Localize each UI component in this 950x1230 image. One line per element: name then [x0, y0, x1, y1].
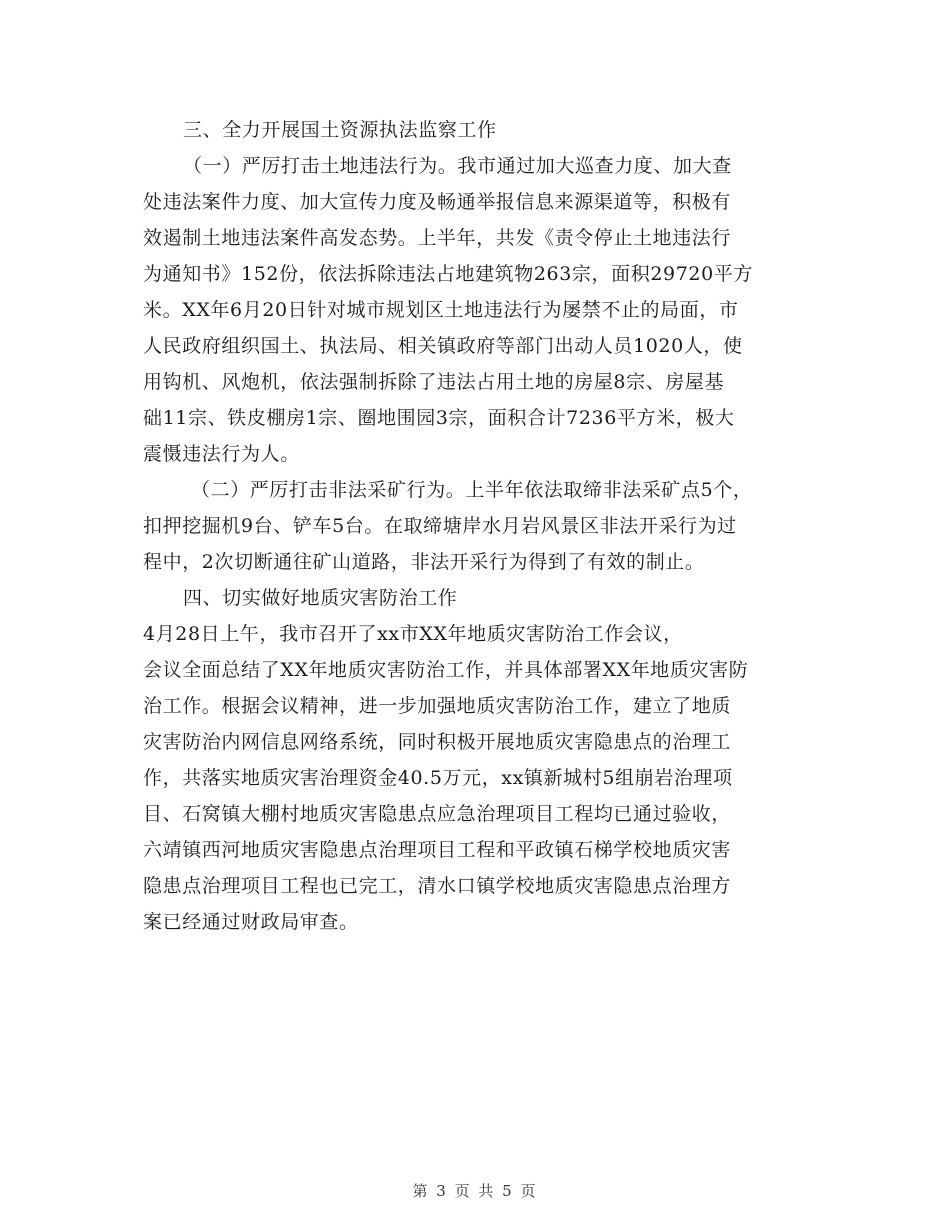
- paragraph-line: 4月28日上午，我市召开了xx市XX年地质灾害防治工作会议，: [143, 623, 683, 645]
- paragraph-line: 目、石窝镇大棚村地质灾害隐患点应急治理项目工程均已通过验收，: [143, 803, 732, 825]
- paragraph-line: 案已经通过财政局审查。: [143, 911, 359, 933]
- paragraph-line: 础11宗、铁皮棚房1宗、圈地围园3宗，面积合计7236平方米，极大: [143, 407, 735, 429]
- paragraph-line: 灾害防治内网信息网络系统，同时积极开展地质灾害隐患点的治理工: [143, 731, 732, 753]
- paragraph-line: 扣押挖掘机9台、铲车5台。在取缔塘岸水月岩风景区非法开采行为过: [143, 515, 737, 537]
- section-heading-4: 四、切实做好地质灾害防治工作: [183, 587, 458, 609]
- paragraph-line: 程中，2次切断通往矿山道路，非法开采行为得到了有效的制止。: [143, 551, 705, 573]
- paragraph-line: 处违法案件力度、加大宣传力度及畅通举报信息来源渠道等，积极有: [143, 191, 732, 213]
- paragraph-line: 人民政府组织国土、执法局、相关镇政府等部门出动人员1020人，使: [143, 335, 743, 357]
- paragraph-line: 米。XX年6月20日针对城市规划区土地违法行为屡禁不止的局面，市: [143, 299, 739, 321]
- paragraph-line: 治工作。根据会议精神，进一步加强地质灾害防治工作，建立了地质: [143, 695, 732, 717]
- paragraph-line: 效遏制土地违法案件高发态势。上半年，共发《责令停止土地违法行: [143, 227, 732, 249]
- section-heading-3: 三、全力开展国土资源执法监察工作: [183, 119, 497, 141]
- paragraph-line: （二）严厉打击非法采矿行为。上半年依法取缔非法采矿点5个，: [191, 479, 753, 501]
- paragraph-line: 六靖镇西河地质灾害隐患点治理项目工程和平政镇石梯学校地质灾害: [143, 839, 732, 861]
- document-body: [143, 112, 811, 940]
- paragraph-line: 作，共落实地质灾害治理资金40.5万元，xx镇新城村5组崩岩治理项: [143, 767, 733, 789]
- page-number-footer: 第 3 页 共 5 页: [412, 1182, 538, 1200]
- paragraph-line: 隐患点治理项目工程也已完工，清水口镇学校地质灾害隐患点治理方: [143, 875, 732, 897]
- paragraph-line: 用钩机、风炮机，依法强制拆除了违法占用土地的房屋8宗、房屋基: [143, 371, 725, 393]
- paragraph-line: 会议全面总结了XX年地质灾害防治工作，并具体部署XX年地质灾害防: [143, 659, 749, 681]
- paragraph-line: 震慑违法行为人。: [143, 443, 300, 465]
- paragraph-line: 为通知书》152份，依法拆除违法占地建筑物263宗，面积29720平方: [143, 263, 753, 285]
- paragraph-line: （一）严厉打击土地违法行为。我市通过加大巡查力度、加大查: [183, 155, 732, 177]
